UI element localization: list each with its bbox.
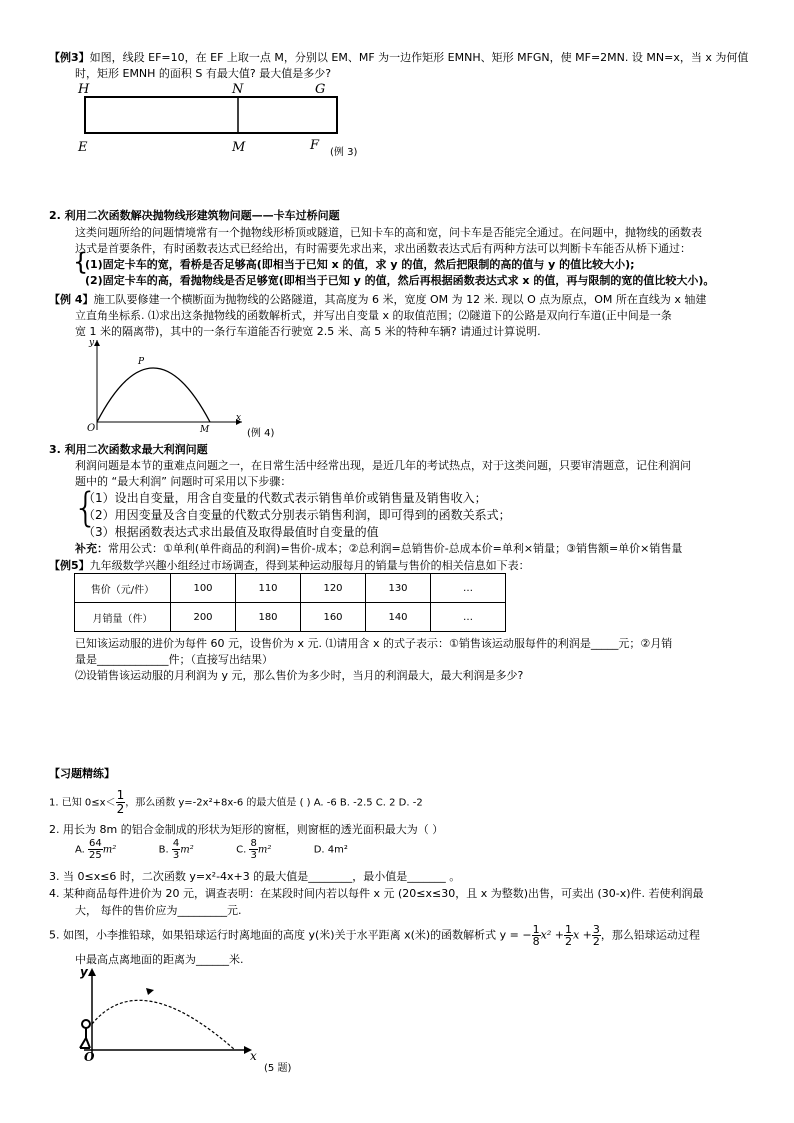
- parabola-curve: [97, 368, 210, 422]
- label-n: N: [232, 82, 244, 97]
- fraction-64-25: [88, 838, 103, 861]
- y-axis-arrow-icon: [94, 340, 100, 346]
- frac-den: 2: [592, 935, 600, 948]
- example4-t3: 宽 1 米的隔离带)，其中的一条行车道能否行驶宽 2.5 米、高 5 米的特种车辆? 请通过计算说明.: [75, 325, 541, 338]
- example4-t1: 施工队要修建一个横断面为抛物线的公路隧道，其高度为 6 米，宽度 OM 为 12 米. 现以 O 点为原点，OM 所在直线为 x 轴建: [93, 293, 707, 306]
- brace-icon: {: [73, 248, 89, 276]
- label-x: x: [250, 1049, 257, 1062]
- table-cell: …: [431, 574, 506, 603]
- example3-text1: 如图，线段 EF=10，在 EF 上取一点 M，分别以 EM、MF 为一边作矩形 EMNH、矩形 MFGN，使 MF=2MN. 设 MN=x，当 x 为何值: [89, 51, 749, 64]
- unit: m²: [102, 844, 117, 856]
- label-m: M: [232, 140, 246, 155]
- practice-q2-options: [75, 838, 348, 861]
- example5-text-line1: [49, 557, 530, 573]
- example5-t1: 九年级数学兴趣小组经过市场调查，得到某种运动服每月的销量与售价的相关信息如下表：: [89, 559, 530, 572]
- section3-p1: 利润问题是本节的重难点问题之一，在日常生活中经常出现，是近几年的考试热点，对于这类问题，只要审清题意，记住利润问: [75, 459, 691, 472]
- rectangle-efgh: [85, 97, 337, 133]
- label-f: F: [310, 138, 320, 153]
- frac-num: 4: [172, 838, 180, 849]
- practice-title: 【习题精练】: [49, 767, 115, 780]
- frac-den: 2: [564, 935, 572, 948]
- unit: m²: [180, 844, 194, 856]
- option-d: D. 4m²: [313, 844, 348, 856]
- example4-text-line1: [49, 291, 706, 307]
- q5-figure-caption: (5 题): [264, 1063, 292, 1074]
- frac-num: 1: [532, 923, 540, 936]
- frac-den: 8: [532, 935, 540, 948]
- practice-q2: 2. 用长为 8m 的铝合金制成的形状为矩形的窗框，则窗框的透光面积最大为（ ）: [49, 823, 444, 836]
- example5-head: 【例5】: [49, 559, 90, 572]
- table-cell: 110: [236, 574, 301, 603]
- option-b: B.: [158, 844, 169, 856]
- y-axis-arrow-icon: [88, 968, 96, 976]
- price-sales-table: [74, 573, 506, 632]
- q5-pre: 5. 如图，小李推铅球，如果铅球运行时离地面的高度 y(米)关于水平距离 x(米)的函数解析式 y = −: [49, 928, 532, 942]
- fraction-8-3: [249, 838, 257, 861]
- practice-q4b: 大， 每件的售价应为_________元.: [75, 904, 242, 917]
- practice-q1: [49, 789, 423, 816]
- step2: （2）用因变量及含自变量的代数式分别表示销售利润，即可得到的函数关系式；: [83, 508, 511, 522]
- example3-rectangle-figure: [70, 78, 370, 158]
- label-y: y: [89, 338, 95, 348]
- person-head-icon: [82, 1020, 90, 1028]
- frac-den: 3: [172, 850, 180, 861]
- frac-num: 3: [592, 923, 600, 936]
- label-p: P: [138, 357, 145, 367]
- example4-parabola-figure: [82, 334, 252, 434]
- frac-num: 1: [116, 788, 125, 802]
- example5-q1a: 已知该运动服的进价为每件 60 元，设售价为 x 元. ⑴请用含 x 的式子表示：①销售该运动服每件的利润是_____元；②月销: [75, 637, 673, 650]
- label-h: H: [78, 82, 90, 97]
- table-row: [75, 603, 506, 632]
- step3: （3）根据函数表达式求出最值及取得最值时自变量的值: [83, 525, 379, 539]
- example3-text-line1: [49, 49, 748, 65]
- example3-text2: 时，矩形 EMNH 的面积 S 有最大值? 最大值是多少?: [75, 67, 332, 80]
- q1-post: ，那么函数 y=-2x²+8x-6 的最大值是 ( ) A. -6 B. -2.5 C. 2 D. -2: [125, 797, 423, 809]
- option-a: A.: [75, 844, 85, 856]
- q1-pre: 1. 已知 0≤x＜: [49, 797, 116, 809]
- trajectory-arrow-icon: [146, 988, 154, 995]
- option-c: C.: [236, 844, 247, 856]
- table-row: [75, 574, 506, 603]
- fraction-1-8: [532, 924, 541, 947]
- label-y: y: [80, 965, 88, 979]
- shot-put-figure: [70, 962, 270, 1062]
- supplement-text: 常用公式：①单利(单件商品的利润)=售价-成本；②总利润=总销售价-总成本价=单利×销量；③销售额=单价×销售量: [108, 542, 683, 555]
- label-x: x: [236, 413, 242, 423]
- example3-head: 【例3】: [49, 51, 90, 64]
- table-cell: 售价（元/件）: [75, 574, 171, 603]
- table-cell: 140: [366, 603, 431, 632]
- supplement-label: 补充：: [75, 542, 108, 555]
- frac-den: 25: [89, 850, 102, 861]
- section2-p1: 这类问题所给的问题情境常有一个抛物线形桥顶或隧道，已知卡车的高和宽，问卡车是否能完全通过。在问题中，抛物线的函数表: [75, 226, 702, 239]
- fraction-4-3: [172, 838, 180, 861]
- fraction-1-2: [564, 924, 573, 947]
- frac-num: 8: [250, 838, 257, 849]
- brace-icon: {: [73, 485, 99, 531]
- example5-q1b: 量是_____________件；（直接写出结果）: [75, 653, 273, 666]
- practice-q5: [49, 924, 700, 947]
- q5-mid1: x² +: [540, 928, 564, 942]
- practice-q5b: 中最高点离地面的距离为______米.: [75, 953, 244, 966]
- table-cell: 120: [301, 574, 366, 603]
- trajectory-dashed-curve: [92, 1000, 235, 1050]
- section3-p2: 题中的 “最大利润” 问题时可采用以下步骤：: [75, 475, 292, 488]
- table-cell: 180: [236, 603, 301, 632]
- table-cell: 100: [171, 574, 236, 603]
- label-m: M: [200, 425, 210, 434]
- table-cell: …: [431, 603, 506, 632]
- table-cell: 月销量（件）: [75, 603, 171, 632]
- q5-mid2: x +: [572, 928, 592, 942]
- supplement-line: [75, 540, 682, 556]
- frac-den: 3: [250, 850, 257, 861]
- example4-caption: (例 4): [247, 428, 275, 439]
- example4-head: 【例 4】: [49, 293, 94, 306]
- fraction-3-2: [592, 924, 601, 947]
- step1: （1）设出自变量，用含自变量的代数式表示销售单价或销售量及销售收入；: [83, 491, 487, 505]
- fraction-one-half: [116, 789, 126, 816]
- frac-den: 2: [116, 802, 125, 816]
- section2-method2: (2)固定卡车的高，看抛物线是否足够宽(即相当于已知 y 的值，然后再根据函数表达式求 x 的值，再与限制的宽的值比较大小)。: [85, 274, 715, 287]
- unit: m²: [257, 844, 272, 856]
- table-cell: 200: [171, 603, 236, 632]
- label-g: G: [315, 82, 326, 97]
- example3-caption: (例 3): [330, 147, 358, 158]
- table-cell: 130: [366, 574, 431, 603]
- example5-q2: ⑵设销售该运动服的月利润为 y 元，那么售价为多少时，当月的利润最大，最大利润是多少?: [75, 669, 524, 682]
- frac-num: 1: [564, 923, 572, 936]
- table-cell: 160: [301, 603, 366, 632]
- section2-p2: 达式是首要条件，有时函数表达式已经给出，有时需要先求出来，求出函数表达式后有两种方法可以判断卡车能否从桥下通过：: [75, 242, 691, 255]
- label-o: O: [84, 1050, 95, 1062]
- q5-post: ，那么铅球运动过程: [600, 928, 700, 942]
- person-body-icon: [80, 1028, 90, 1048]
- practice-q3: 3. 当 0≤x≤6 时，二次函数 y=x²-4x+3 的最大值是________，最小值是_______ 。: [49, 870, 461, 883]
- section2-title: 2. 利用二次函数解决抛物线形建筑物问题——卡车过桥问题: [49, 209, 340, 222]
- label-o: O: [87, 423, 96, 434]
- example4-t2: 立直角坐标系. ⑴求出这条抛物线的函数解析式，并写出自变量 x 的取值范围；⑵隧道下的公路是双向行车道(正中间是一条: [75, 309, 672, 322]
- practice-q4a: 4. 某种商品每件进价为 20 元，调查表明：在某段时间内若以每件 x 元 (20≤x≤30，且 x 为整数)出售，可卖出 (30-x)件. 若使利润最: [49, 887, 704, 900]
- frac-num: 64: [89, 838, 102, 849]
- label-e: E: [78, 140, 88, 155]
- section2-method1: (1)固定卡车的宽，看桥是否足够高(即相当于已知 x 的值，求 y 的值，然后把限制的高的值与 y 的值比较大小);: [85, 258, 635, 271]
- section3-title: 3. 利用二次函数求最大利润问题: [49, 443, 208, 456]
